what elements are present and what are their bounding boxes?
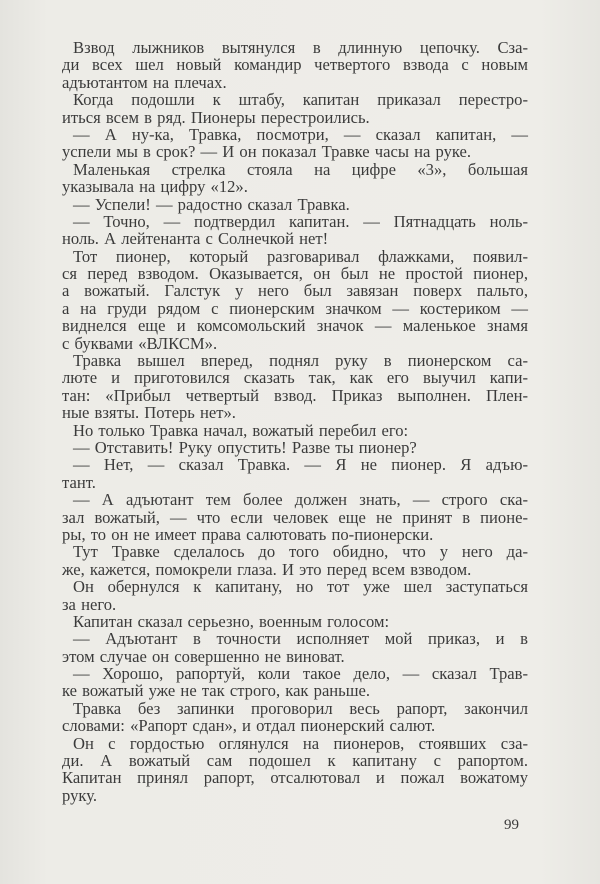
text-line: ноль. А лейтенанта с Солнечкой нет! bbox=[62, 229, 329, 249]
text-line: успели мы в срок? — И он показал Травке часы на руке. bbox=[62, 142, 472, 162]
paragraph bbox=[62, 352, 528, 422]
text-line: иться всем в ряд. Пионеры перестроились. bbox=[62, 107, 370, 127]
text-line: с буквами «ВЛКСМ». bbox=[62, 333, 218, 353]
text-line: — Успели! — радостно сказал Травка. bbox=[73, 194, 350, 214]
page-number: 99 bbox=[504, 817, 519, 833]
text-line: Капитан принял рапорт, отсалютовал и пожал вожатому bbox=[62, 768, 528, 788]
paragraph bbox=[62, 196, 528, 213]
paragraph bbox=[62, 613, 528, 630]
text-line: Тут Травке сделалось до того обидно, что у него да- bbox=[73, 542, 528, 562]
text-line: Когда подошли к штабу, капитан приказал перестро- bbox=[73, 90, 528, 110]
text-line: тант. bbox=[62, 472, 96, 492]
paragraph bbox=[62, 578, 528, 613]
text-line: а вожатый. Галстук у него был завязан поверх пальто, bbox=[62, 281, 528, 301]
paragraph bbox=[62, 491, 528, 543]
text-line: Но только Травка начал, вожатый перебил его: bbox=[73, 420, 409, 440]
text-line: Травка без запинки проговорил весь рапорт, закончил bbox=[73, 698, 528, 718]
text-line: Взвод лыжников вытянулся в длинную цепочку. Сза- bbox=[73, 38, 528, 57]
text-line: — Отставить! Руку опустить! Разве ты пионер? bbox=[73, 437, 417, 457]
text-line: ке вожатый уже не так строго, как раньше. bbox=[62, 681, 371, 701]
paragraph bbox=[62, 735, 528, 805]
paragraph bbox=[62, 422, 528, 439]
text-line: этом случае он совершенно не виноват. bbox=[62, 646, 345, 666]
paragraph bbox=[62, 213, 528, 248]
text-line: — Хорошо, рапортуй, коли такое дело, — сказал Трав- bbox=[73, 664, 528, 684]
text-line: за него. bbox=[62, 594, 117, 614]
text-line: — Адъютант в точности исполняет мой приказ, и в bbox=[73, 629, 528, 649]
text-line: виднелся еще и комсомольский значок — маленькое знамя bbox=[62, 316, 528, 336]
paragraph bbox=[62, 439, 528, 456]
text-line: Травка вышел вперед, поднял руку в пионерском са- bbox=[73, 351, 528, 371]
text-line: адъютантом на плечах. bbox=[62, 72, 227, 92]
text-line: — Точно, — подтвердил капитан. — Пятнадцать ноль- bbox=[73, 211, 528, 231]
text-line: тан: «Прибыл четвертый взвод. Приказ выполнен. Плен- bbox=[62, 385, 528, 405]
paragraph bbox=[62, 456, 528, 491]
text-line: люте и приготовился сказать так, как его выучил капи- bbox=[62, 368, 528, 388]
body-text bbox=[62, 39, 528, 804]
text-line: а на груди рядом с пионерским значком — костериком — bbox=[62, 298, 528, 318]
text-line: Он обернулся к капитану, но тот уже шел заступаться bbox=[73, 577, 528, 597]
text-line: — А ну-ка, Травка, посмотри, — сказал капитан, — bbox=[73, 124, 528, 144]
paragraph bbox=[62, 39, 528, 91]
text-line: словами: «Рапорт сдан», и отдал пионерский салют. bbox=[62, 716, 436, 736]
text-line: же, кажется, помокрели глаза. И это перед всем взводом. bbox=[62, 559, 472, 579]
text-line: указывала на цифру «12». bbox=[62, 177, 248, 197]
text-line: Тот пионер, который разговаривал флажками, появил- bbox=[73, 246, 528, 266]
paragraph bbox=[62, 91, 528, 126]
text-line: Маленькая стрелка стояла на цифре «3», большая bbox=[73, 159, 528, 179]
text-line: — Нет, — сказал Травка. — Я не пионер. Я адъю- bbox=[73, 455, 528, 475]
paragraph bbox=[62, 543, 528, 578]
text-line: Капитан сказал серьезно, военным голосом: bbox=[73, 611, 390, 631]
paragraph bbox=[62, 161, 528, 196]
paragraph bbox=[62, 248, 528, 352]
text-line: зал вожатый, — что если человек еще не принят в пионе- bbox=[62, 507, 528, 527]
paragraph bbox=[62, 630, 528, 665]
text-line: Он с гордостью оглянулся на пионеров, стоявших сза- bbox=[73, 733, 528, 753]
paragraph bbox=[62, 126, 528, 161]
text-line: ся перед взводом. Оказывается, он был не простой пионер, bbox=[62, 264, 528, 284]
paragraph bbox=[62, 700, 528, 735]
text-line: ди. А вожатый сам подошел к капитану с рапортом. bbox=[62, 751, 528, 771]
paragraph bbox=[62, 665, 528, 700]
text-line: — А адъютант тем более должен знать, — строго ска- bbox=[73, 490, 528, 510]
text-line: ди всех шел новый командир четвертого взвода с новым bbox=[62, 55, 528, 75]
text-line: руку. bbox=[62, 785, 97, 805]
text-line: ры, то он не имеет права салютовать по-пионерски. bbox=[62, 524, 434, 544]
text-line: ные взяты. Потерь нет». bbox=[62, 403, 236, 423]
